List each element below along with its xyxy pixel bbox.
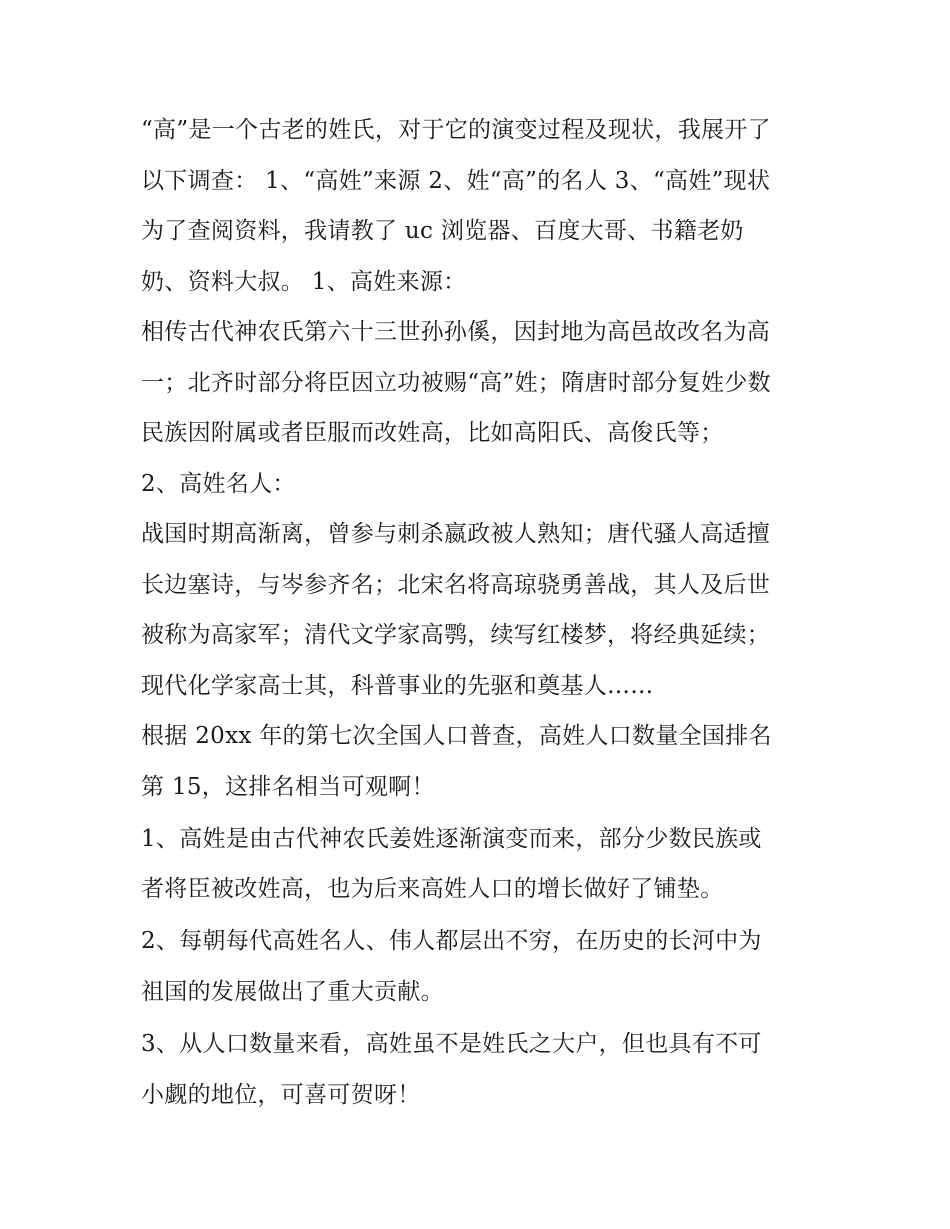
text-line: 民族因附属或者臣服而改姓高，比如高阳氏、高俊氏等； <box>141 420 724 446</box>
text-line: 2、高姓名人： <box>141 471 296 497</box>
text-line: 战国时期高渐离，曾参与刺杀嬴政被人熟知；唐代骚人高适擅 <box>141 521 771 547</box>
text-line: 者将臣被改姓高，也为后来高姓人口的增长做好了铺垫。 <box>141 876 724 902</box>
text-line: 祖国的发展做出了重大贡献。 <box>141 979 444 1005</box>
text-line: 2、每朝每代高姓名人、伟人都层出不穷，在历史的长河中为 <box>141 928 762 954</box>
text-line: 3、从人口数量来看，高姓虽不是姓氏之大户，但也具有不可 <box>141 1031 762 1057</box>
text-line: 根据 20xx 年的第七次全国人口普查，高姓人口数量全国排名 <box>141 723 772 749</box>
text-line: 被称为高家军；清代文学家高鹗，续写红楼梦，将经典延续； <box>141 622 771 648</box>
text-line: 现代化学家高士其，科普事业的先驱和奠基人…… <box>141 673 654 699</box>
text-line: 一；北齐时部分将臣因立功被赐“高”姓；隋唐时部分复姓少数 <box>141 370 771 396</box>
text-line: 1、高姓是由古代神农氏姜姓逐渐演变而来，部分少数民族或 <box>141 826 762 852</box>
text-line: 第 15，这排名相当可观啊！ <box>141 774 435 800</box>
text-line: “高”是一个古老的姓氏，对于它的演变过程及现状，我展开了 <box>141 117 771 143</box>
text-line: 小觑的地位，可喜可贺呀！ <box>141 1082 421 1108</box>
text-line: 相传古代神农氏第六十三世孙孙傒，因封地为高邑故改名为高 <box>141 319 771 345</box>
text-line: 为了查阅资料，我请教了 uc 浏览器、百度大哥、书籍老奶 <box>141 218 744 244</box>
text-line: 长边塞诗，与岑参齐名；北宋名将高琼骁勇善战，其人及后世 <box>141 572 771 598</box>
text-line: 以下调查： 1、“高姓”来源 2、姓“高”的名人 3、“高姓”现状 <box>141 168 771 194</box>
text-line: 奶、资料大叔。 1、高姓来源： <box>141 269 467 295</box>
